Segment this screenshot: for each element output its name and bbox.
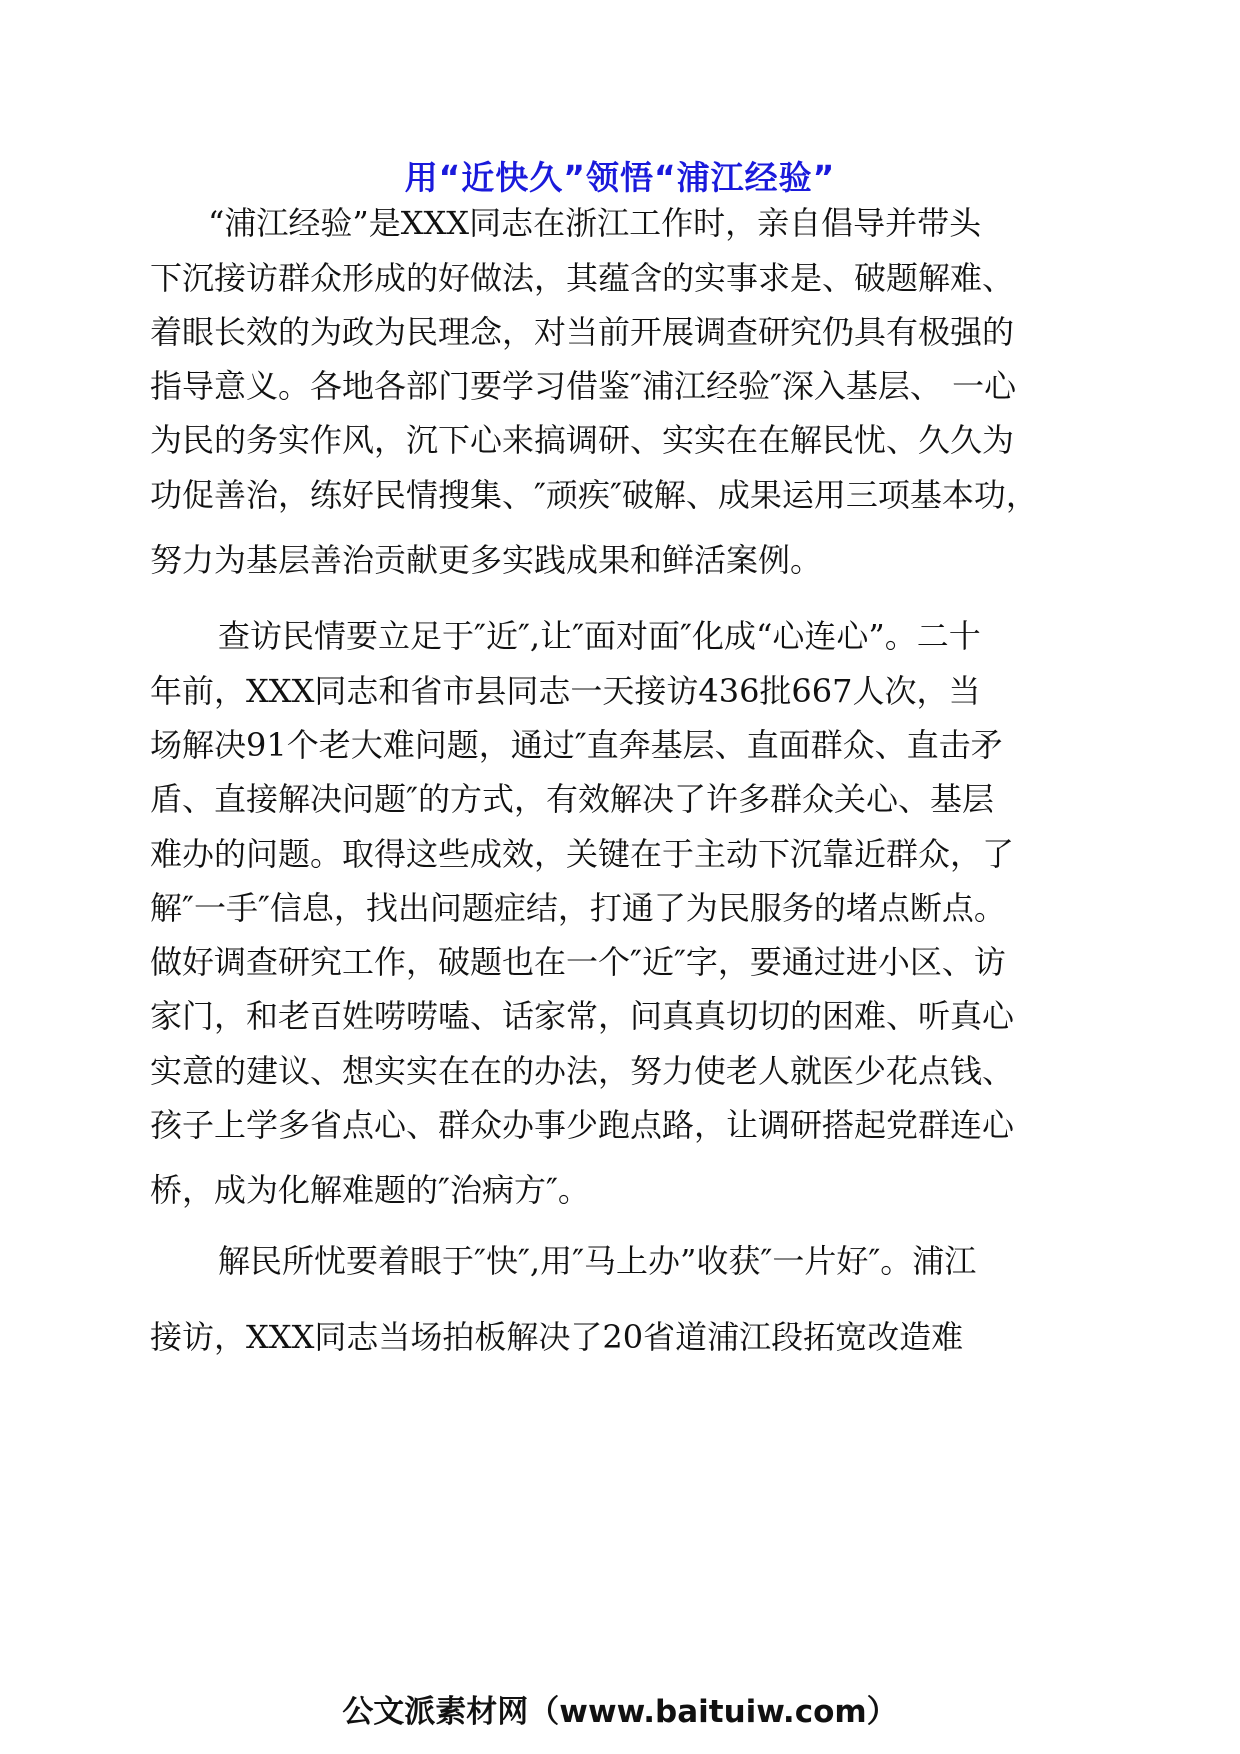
text-line: 指导意义。各地各部门要学习借鉴″浦江经验″深入基层、 一心 xyxy=(150,367,1017,405)
text-line: 家门，和老百姓唠唠嗑、话家常，问真真切切的困难、听真心 xyxy=(150,997,1015,1035)
text-line: 下沉接访群众形成的好做法，其蕴含的实事求是、破题解难、 xyxy=(150,259,1015,297)
text-line: 解″一手″信息，找出问题症结，打通了为民服务的堵点断点。 xyxy=(150,889,1006,927)
document-title: 用“近快久”领悟“浦江经验” xyxy=(404,158,836,197)
text-line: 年前，XXX同志和省市县同志一天接访436批667人次，当 xyxy=(150,672,981,710)
text-line: 盾、直接解决问题″的方式，有效解决了许多群众关心、基层 xyxy=(150,780,994,818)
text-line: 努力为基层善治贡献更多实践成果和鲜活案例。 xyxy=(150,541,823,579)
text-line: 桥，成为化解难题的″治病方″。 xyxy=(150,1171,590,1209)
text-line: 着眼长效的为政为民理念，对当前开展调查研究仍具有极强的 xyxy=(150,313,1015,351)
text-line: 孩子上学多省点心、群众办事少跑点路，让调研搭起党群连心 xyxy=(150,1106,1015,1144)
text-line: 实意的建议、想实实在在的办法，努力使老人就医少花点钱、 xyxy=(150,1052,1015,1090)
text-line: 场解决91个老大难问题，通过″直奔基层、直面群众、直击矛 xyxy=(150,726,1003,764)
text-line: “浦江经验”是XXX同志在浙江工作时，亲自倡导并带头 xyxy=(208,204,982,242)
text-line: 接访，XXX同志当场拍板解决了20省道浦江段拓宽改造难 xyxy=(150,1318,964,1356)
text-line: 难办的问题。取得这些成效，关键在于主动下沉靠近群众，了 xyxy=(150,835,1015,873)
text-line: 查访民情要立足于″近″,让″面对面″化成“心连心”。二十 xyxy=(218,617,981,655)
text-line: 为民的务实作风，沉下心来搞调研、实实在在解民忧、久久为 xyxy=(150,421,1015,459)
footer-source: 公文派素材网（www.baituiw.com） xyxy=(342,1694,898,1730)
text-line: 功促善治，练好民情搜集、″顽疾″破解、成果运用三项基本功， xyxy=(150,476,1038,514)
text-line: 做好调查研究工作，破题也在一个″近″字，要通过进小区、访 xyxy=(150,943,1006,981)
text-line: 解民所忧要着眼于″快″,用″马上办”收获″一片好″。浦江 xyxy=(218,1242,977,1280)
